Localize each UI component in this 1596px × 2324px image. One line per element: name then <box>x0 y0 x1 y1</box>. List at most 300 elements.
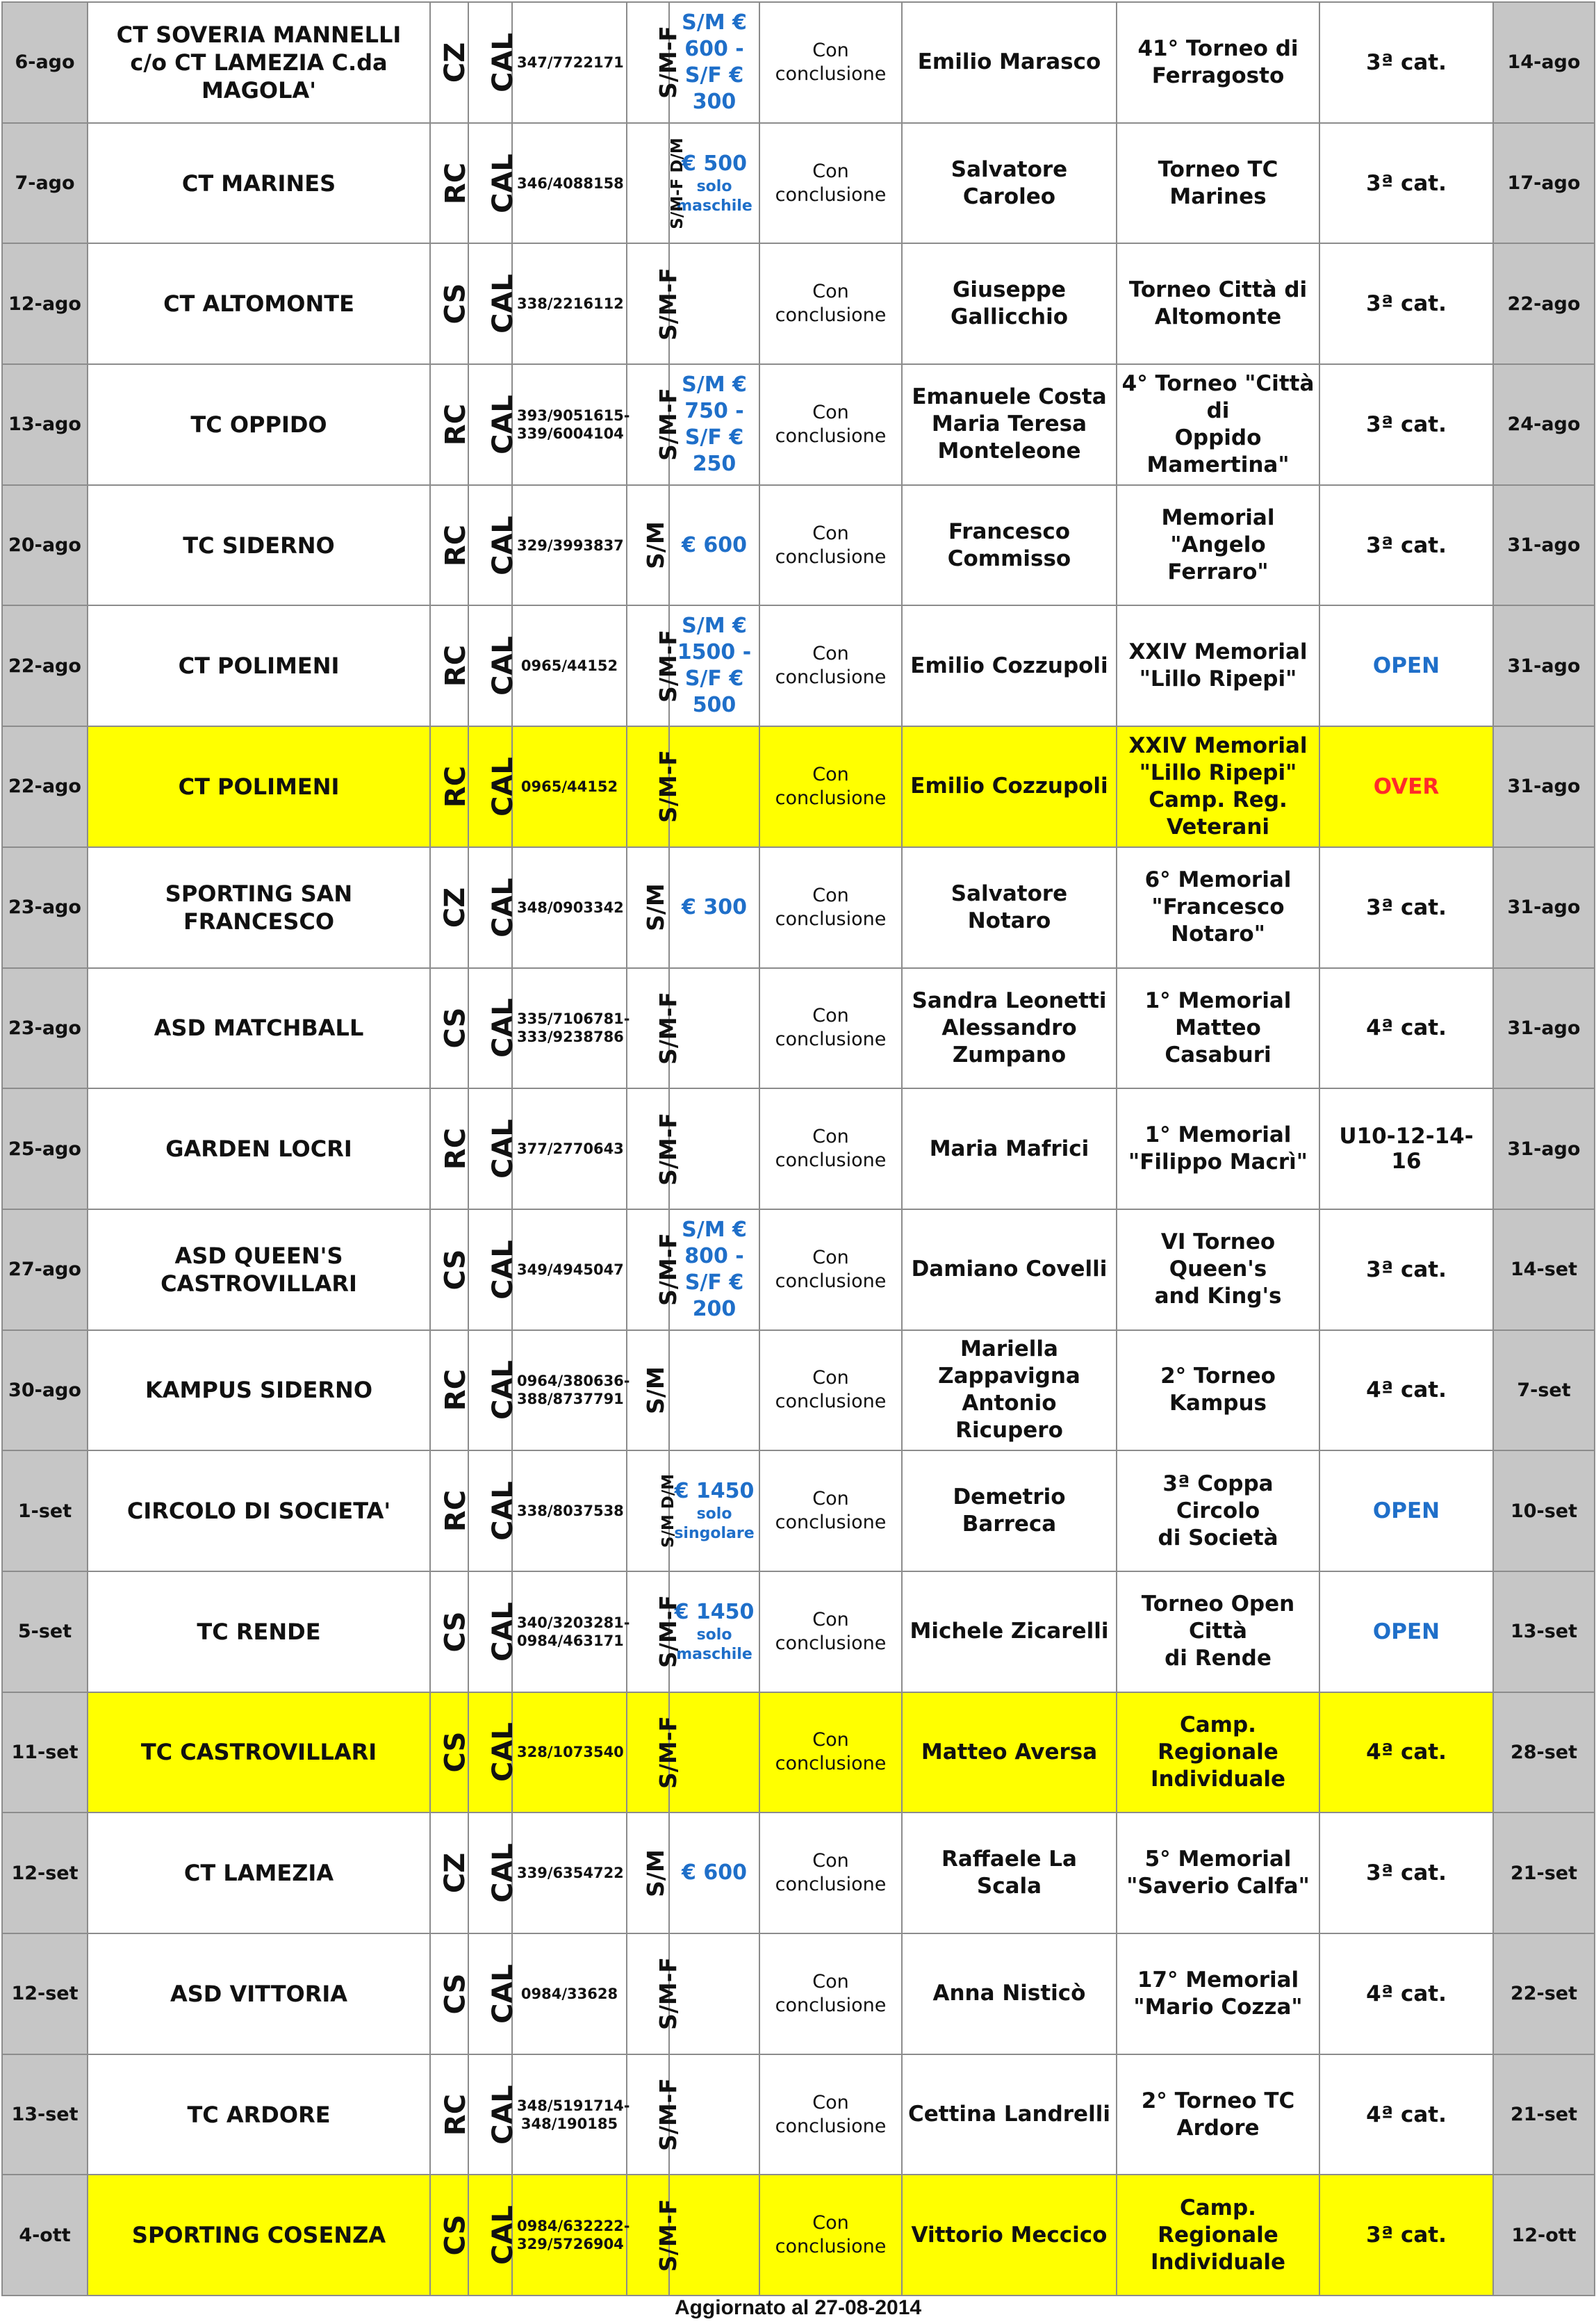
province: RC <box>440 1490 472 1532</box>
region: CAL <box>486 1360 519 1421</box>
prize-amount: € 1450 <box>674 1599 755 1624</box>
closing-mode: Con conclusione <box>759 1088 902 1209</box>
table-row <box>2 2 1595 123</box>
table-row <box>2 2175 1595 2296</box>
club-name: CIRCOLO DI SOCIETA' <box>88 1450 430 1571</box>
province: RC <box>440 403 472 445</box>
phone: 377/2770643 <box>512 1088 627 1209</box>
category: 3ª cat. <box>1319 123 1493 244</box>
phone: 346/4088158 <box>512 123 627 244</box>
region-cell <box>468 847 519 968</box>
closing-mode: Con conclusione <box>759 1812 902 1933</box>
prize-money <box>669 485 759 606</box>
start-date: 23-ago <box>2 847 88 968</box>
province-cell <box>430 243 472 364</box>
club-name: ASD MATCHBALL <box>88 968 430 1089</box>
end-date: 31-ago <box>1493 968 1595 1089</box>
end-date: 22-ago <box>1493 243 1595 364</box>
region-cell <box>468 1692 519 1813</box>
type-cell <box>627 243 682 364</box>
tournament-table <box>1 1 1595 2296</box>
region-cell <box>468 1330 519 1451</box>
type-cell <box>627 364 682 485</box>
province-cell <box>430 1571 472 1692</box>
type-cell <box>627 1933 682 2054</box>
prize-amount: S/M € 800 - S/F € 200 <box>682 1217 747 1321</box>
start-date: 1-set <box>2 1450 88 1571</box>
province: CS <box>439 1249 472 1291</box>
start-date: 11-set <box>2 1692 88 1813</box>
table-row <box>2 847 1595 968</box>
region: CAL <box>486 32 519 92</box>
tournament-director: Demetrio Barreca <box>902 1450 1117 1571</box>
region: CAL <box>486 757 519 817</box>
province-cell <box>430 847 472 968</box>
type-cell <box>627 2175 682 2296</box>
end-date: 28-set <box>1493 1692 1595 1813</box>
region-cell <box>468 123 519 244</box>
phone: 348/0903342 <box>512 847 627 968</box>
province-cell <box>430 2 472 123</box>
club-name: TC OPPIDO <box>88 364 430 485</box>
prize-money <box>669 364 759 485</box>
type-cell <box>627 2054 682 2175</box>
end-date: 7-set <box>1493 1330 1595 1451</box>
prize-money <box>669 1571 759 1692</box>
region: CAL <box>486 1601 519 1662</box>
tournament-type: S/M-F <box>654 1957 682 2031</box>
prize-amount: € 1450 <box>674 1479 755 1504</box>
start-date: 4-ott <box>2 2175 88 2296</box>
end-date: 31-ago <box>1493 847 1595 968</box>
region: CAL <box>486 2084 519 2145</box>
prize-money <box>669 605 759 726</box>
start-date: 25-ago <box>2 1088 88 1209</box>
tournament-director: Salvatore Caroleo <box>902 123 1117 244</box>
prize-amount: € 600 <box>682 532 747 557</box>
province: RC <box>440 2093 472 2136</box>
prize-money <box>669 2 759 123</box>
start-date: 13-set <box>2 2054 88 2175</box>
tournament-director: Francesco Commisso <box>902 485 1117 606</box>
category: 4ª cat. <box>1319 1692 1493 1813</box>
category: OPEN <box>1319 1571 1493 1692</box>
tournament-type: S/M-F <box>654 991 682 1065</box>
region-cell <box>468 243 519 364</box>
closing-mode: Con conclusione <box>759 726 902 847</box>
tournament-name: 4° Torneo "Città di Oppido Mamertina" <box>1117 364 1319 485</box>
table-row <box>2 605 1595 726</box>
region-cell <box>468 2175 519 2296</box>
region-cell <box>468 1933 519 2054</box>
closing-mode: Con conclusione <box>759 1209 902 1330</box>
phone: 349/4945047 <box>512 1209 627 1330</box>
club-name: SPORTING SAN FRANCESCO <box>88 847 430 968</box>
region: CAL <box>486 1963 519 2024</box>
province: CZ <box>439 42 472 83</box>
province-cell <box>430 1209 472 1330</box>
table-row <box>2 485 1595 606</box>
tournament-type: S/M-F <box>654 750 682 824</box>
table-row <box>2 243 1595 364</box>
start-date: 22-ago <box>2 726 88 847</box>
region: CAL <box>486 636 519 696</box>
table-row <box>2 968 1595 1089</box>
table-row <box>2 1088 1595 1209</box>
start-date: 12-set <box>2 1812 88 1933</box>
tournament-type: S/M <box>641 1849 669 1897</box>
region: CAL <box>486 1481 519 1541</box>
region: CAL <box>486 153 519 213</box>
updated-footer: Aggiornato al 27-08-2014 <box>674 2296 922 2319</box>
province: CS <box>439 1732 472 1773</box>
closing-mode: Con conclusione <box>759 605 902 726</box>
closing-mode: Con conclusione <box>759 968 902 1089</box>
prize-money <box>669 1450 759 1571</box>
tournament-type: S/M-F <box>654 1233 682 1307</box>
closing-mode: Con conclusione <box>759 1933 902 2054</box>
table-row <box>2 1209 1595 1330</box>
end-date: 17-ago <box>1493 123 1595 244</box>
phone: 328/1073540 <box>512 1692 627 1813</box>
start-date: 23-ago <box>2 968 88 1089</box>
region-cell <box>468 1450 519 1571</box>
phone: 0965/44152 <box>512 605 627 726</box>
phone: 0965/44152 <box>512 726 627 847</box>
category: 4ª cat. <box>1319 2054 1493 2175</box>
tournament-director: Matteo Aversa <box>902 1692 1117 1813</box>
table-row <box>2 1571 1595 1692</box>
tournament-type: S/M D/M <box>659 1473 678 1548</box>
prize-money <box>669 1812 759 1933</box>
prize-amount: € 600 <box>682 1860 747 1885</box>
prize-amount: S/M € 750 - S/F € 250 <box>682 372 747 476</box>
category: 3ª cat. <box>1319 2175 1493 2296</box>
table-row <box>2 1450 1595 1571</box>
tournament-name: 5° Memorial "Saverio Calfa" <box>1117 1812 1319 1933</box>
end-date: 14-set <box>1493 1209 1595 1330</box>
prize-money <box>669 2175 759 2296</box>
type-cell <box>627 605 682 726</box>
prize-money <box>669 2054 759 2175</box>
tournament-name: 2° Torneo Kampus <box>1117 1330 1319 1451</box>
province-cell <box>430 485 472 606</box>
phone: 0964/380636- 388/8737791 <box>512 1330 627 1451</box>
tournament-director: Michele Zicarelli <box>902 1571 1117 1692</box>
prize-note: solo singolare <box>674 1505 755 1543</box>
tournament-type: S/M-F <box>654 2198 682 2272</box>
region: CAL <box>486 515 519 575</box>
tournament-name: 1° Memorial "Filippo Macrì" <box>1117 1088 1319 1209</box>
type-cell <box>627 1209 682 1330</box>
table-row <box>2 123 1595 244</box>
type-cell <box>627 726 682 847</box>
tournament-name: Torneo TC Marines <box>1117 123 1319 244</box>
club-name: CT POLIMENI <box>88 726 430 847</box>
end-date: 13-set <box>1493 1571 1595 1692</box>
prize-money <box>669 243 759 364</box>
closing-mode: Con conclusione <box>759 1571 902 1692</box>
closing-mode: Con conclusione <box>759 847 902 968</box>
club-name: SPORTING COSENZA <box>88 2175 430 2296</box>
province: CS <box>439 283 472 325</box>
category: OPEN <box>1319 605 1493 726</box>
start-date: 12-ago <box>2 243 88 364</box>
club-name: TC ARDORE <box>88 2054 430 2175</box>
category: 4ª cat. <box>1319 968 1493 1089</box>
closing-mode: Con conclusione <box>759 243 902 364</box>
region-cell <box>468 2054 519 2175</box>
category: 3ª cat. <box>1319 485 1493 606</box>
province-cell <box>430 2175 472 2296</box>
tournament-director: Emilio Cozzupoli <box>902 605 1117 726</box>
type-cell <box>627 1812 669 1933</box>
tournament-type: S/M-F <box>654 388 682 461</box>
tournament-type: S/M-F D/M <box>668 137 686 229</box>
table-row <box>2 1933 1595 2054</box>
prize-amount: € 500 <box>682 151 747 176</box>
region: CAL <box>486 2205 519 2266</box>
province: RC <box>440 1369 472 1411</box>
province-cell <box>430 364 472 485</box>
province: CZ <box>439 887 472 928</box>
type-cell <box>627 1330 669 1451</box>
type-cell <box>627 1571 682 1692</box>
tournament-director: Salvatore Notaro <box>902 847 1117 968</box>
region-cell <box>468 968 519 1089</box>
tournament-name: 17° Memorial "Mario Cozza" <box>1117 1933 1319 2054</box>
club-name: CT ALTOMONTE <box>88 243 430 364</box>
club-name: CT POLIMENI <box>88 605 430 726</box>
category: OVER <box>1319 726 1493 847</box>
tournament-director: Anna Nisticò <box>902 1933 1117 2054</box>
prize-money <box>669 726 759 847</box>
closing-mode: Con conclusione <box>759 485 902 606</box>
club-name: GARDEN LOCRI <box>88 1088 430 1209</box>
tournament-name: VI Torneo Queen's and King's <box>1117 1209 1319 1330</box>
end-date: 12-ott <box>1493 2175 1595 2296</box>
type-cell <box>627 847 669 968</box>
end-date: 31-ago <box>1493 1088 1595 1209</box>
tournament-name: 6° Memorial "Francesco Notaro" <box>1117 847 1319 968</box>
province: CS <box>439 2214 472 2256</box>
table-row <box>2 2054 1595 2175</box>
tournament-director: Mariella Zappavigna Antonio Ricupero <box>902 1330 1117 1451</box>
prize-money <box>669 1692 759 1813</box>
province-cell <box>430 605 472 726</box>
tournament-type: S/M-F <box>654 1716 682 1789</box>
table-body <box>2 2 1595 2296</box>
prize-amount: S/M € 600 - S/F € 300 <box>682 10 747 114</box>
category: 4ª cat. <box>1319 1330 1493 1451</box>
tournament-director: Emilio Cozzupoli <box>902 726 1117 847</box>
tournament-type: S/M-F <box>654 1112 682 1186</box>
region-cell <box>468 726 519 847</box>
tournament-name: Camp. Regionale Individuale <box>1117 2175 1319 2296</box>
province: RC <box>440 1127 472 1170</box>
table-row <box>2 1692 1595 1813</box>
prize-amount: S/M € 1500 - S/F € 500 <box>677 614 752 718</box>
province: RC <box>440 524 472 566</box>
region: CAL <box>486 1239 519 1300</box>
province: CS <box>439 1973 472 2015</box>
region: CAL <box>486 1843 519 1904</box>
prize-money <box>669 1209 759 1330</box>
table-row <box>2 726 1595 847</box>
tournament-director: Giuseppe Gallicchio <box>902 243 1117 364</box>
club-name: CT MARINES <box>88 123 430 244</box>
type-cell <box>627 1088 682 1209</box>
closing-mode: Con conclusione <box>759 2054 902 2175</box>
tournament-type: S/M-F <box>654 629 682 703</box>
region: CAL <box>486 877 519 938</box>
start-date: 7-ago <box>2 123 88 244</box>
closing-mode: Con conclusione <box>759 1330 902 1451</box>
tournament-name: XXIV Memorial "Lillo Ripepi" <box>1117 605 1319 726</box>
category: 3ª cat. <box>1319 243 1493 364</box>
tournament-director: Damiano Covelli <box>902 1209 1117 1330</box>
province-cell <box>430 2054 472 2175</box>
province: CS <box>439 1007 472 1049</box>
category: 3ª cat. <box>1319 1812 1493 1933</box>
region: CAL <box>486 1722 519 1783</box>
tournament-name: XXIV Memorial "Lillo Ripepi" Camp. Reg. Veterani <box>1117 726 1319 847</box>
province: CS <box>439 1611 472 1653</box>
start-date: 12-set <box>2 1933 88 2054</box>
closing-mode: Con conclusione <box>759 2 902 123</box>
region-cell <box>468 485 519 606</box>
phone: 339/6354722 <box>512 1812 627 1933</box>
phone: 347/7722171 <box>512 2 627 123</box>
tournament-type: S/M <box>641 883 669 931</box>
province-cell <box>430 1933 472 2054</box>
region-cell <box>468 1571 519 1692</box>
tournament-director: Raffaele La Scala <box>902 1812 1117 1933</box>
prize-amount: € 300 <box>682 894 747 919</box>
tournament-director: Maria Mafrici <box>902 1088 1117 1209</box>
tournament-director: Sandra Leonetti Alessandro Zumpano <box>902 968 1117 1089</box>
province-cell <box>430 1450 472 1571</box>
province: RC <box>440 645 472 687</box>
closing-mode: Con conclusione <box>759 123 902 244</box>
tournament-director: Emilio Marasco <box>902 2 1117 123</box>
region-cell <box>468 605 519 726</box>
tournament-name: 41° Torneo di Ferragosto <box>1117 2 1319 123</box>
type-cell <box>627 123 686 244</box>
end-date: 21-set <box>1493 2054 1595 2175</box>
club-name: TC RENDE <box>88 1571 430 1692</box>
end-date: 24-ago <box>1493 364 1595 485</box>
region: CAL <box>486 274 519 334</box>
start-date: 13-ago <box>2 364 88 485</box>
type-cell <box>627 485 669 606</box>
tournament-director: Emanuele Costa Maria Teresa Monteleone <box>902 364 1117 485</box>
club-name: ASD QUEEN'S CASTROVILLARI <box>88 1209 430 1330</box>
phone: 0984/33628 <box>512 1933 627 2054</box>
tournament-director: Cettina Landrelli <box>902 2054 1117 2175</box>
region-cell <box>468 364 519 485</box>
region-cell <box>468 2 519 123</box>
phone: 348/5191714- 348/190185 <box>512 2054 627 2175</box>
prize-money <box>669 847 759 968</box>
category: OPEN <box>1319 1450 1493 1571</box>
club-name: ASD VITTORIA <box>88 1933 430 2054</box>
region-cell <box>468 1209 519 1330</box>
end-date: 14-ago <box>1493 2 1595 123</box>
phone: 335/7106781- 333/9238786 <box>512 968 627 1089</box>
province-cell <box>430 1692 472 1813</box>
province-cell <box>430 968 472 1089</box>
club-name: CT LAMEZIA <box>88 1812 430 1933</box>
tournament-director: Vittorio Meccico <box>902 2175 1117 2296</box>
province: RC <box>440 765 472 808</box>
province-cell <box>430 1330 472 1451</box>
type-cell <box>627 1450 678 1571</box>
province: RC <box>440 162 472 204</box>
province-cell <box>430 1088 472 1209</box>
category: 3ª cat. <box>1319 2 1493 123</box>
phone: 393/9051615- 339/6004104 <box>512 364 627 485</box>
start-date: 27-ago <box>2 1209 88 1330</box>
province-cell <box>430 726 472 847</box>
region-cell <box>468 1088 519 1209</box>
end-date: 22-set <box>1493 1933 1595 2054</box>
category: 3ª cat. <box>1319 847 1493 968</box>
type-cell <box>627 1692 682 1813</box>
end-date: 31-ago <box>1493 485 1595 606</box>
end-date: 21-set <box>1493 1812 1595 1933</box>
prize-money <box>669 1330 759 1451</box>
closing-mode: Con conclusione <box>759 2175 902 2296</box>
end-date: 31-ago <box>1493 605 1595 726</box>
province: CZ <box>439 1852 472 1894</box>
phone: 338/8037538 <box>512 1450 627 1571</box>
table-row <box>2 364 1595 485</box>
tournament-name: Memorial "Angelo Ferraro" <box>1117 485 1319 606</box>
tournament-type: S/M <box>641 1366 669 1414</box>
club-name: CT SOVERIA MANNELLI c/o CT LAMEZIA C.da MAGOLA' <box>88 2 430 123</box>
province-cell <box>430 123 472 244</box>
closing-mode: Con conclusione <box>759 1450 902 1571</box>
club-name: TC CASTROVILLARI <box>88 1692 430 1813</box>
start-date: 30-ago <box>2 1330 88 1451</box>
club-name: KAMPUS SIDERNO <box>88 1330 430 1451</box>
tournament-name: Camp. Regionale Individuale <box>1117 1692 1319 1813</box>
tournament-type: S/M <box>641 521 669 569</box>
table-row <box>2 1812 1595 1933</box>
closing-mode: Con conclusione <box>759 1692 902 1813</box>
prize-money <box>669 1933 759 2054</box>
tournament-name: 3ª Coppa Circolo di Società <box>1117 1450 1319 1571</box>
start-date: 6-ago <box>2 2 88 123</box>
category: 4ª cat. <box>1319 1933 1493 2054</box>
table-row <box>2 1330 1595 1451</box>
region: CAL <box>486 395 519 455</box>
end-date: 10-set <box>1493 1450 1595 1571</box>
category: 3ª cat. <box>1319 1209 1493 1330</box>
prize-money <box>669 1088 759 1209</box>
category: U10-12-14-16 <box>1319 1088 1493 1209</box>
phone: 338/2216112 <box>512 243 627 364</box>
prize-money <box>669 968 759 1089</box>
end-date: 31-ago <box>1493 726 1595 847</box>
tournament-name: 2° Torneo TC Ardore <box>1117 2054 1319 2175</box>
tournament-type: S/M-F <box>654 2078 682 2151</box>
closing-mode: Con conclusione <box>759 364 902 485</box>
tournament-name: Torneo Città di Altomonte <box>1117 243 1319 364</box>
category: 3ª cat. <box>1319 364 1493 485</box>
tournament-type: S/M-F <box>654 26 682 99</box>
